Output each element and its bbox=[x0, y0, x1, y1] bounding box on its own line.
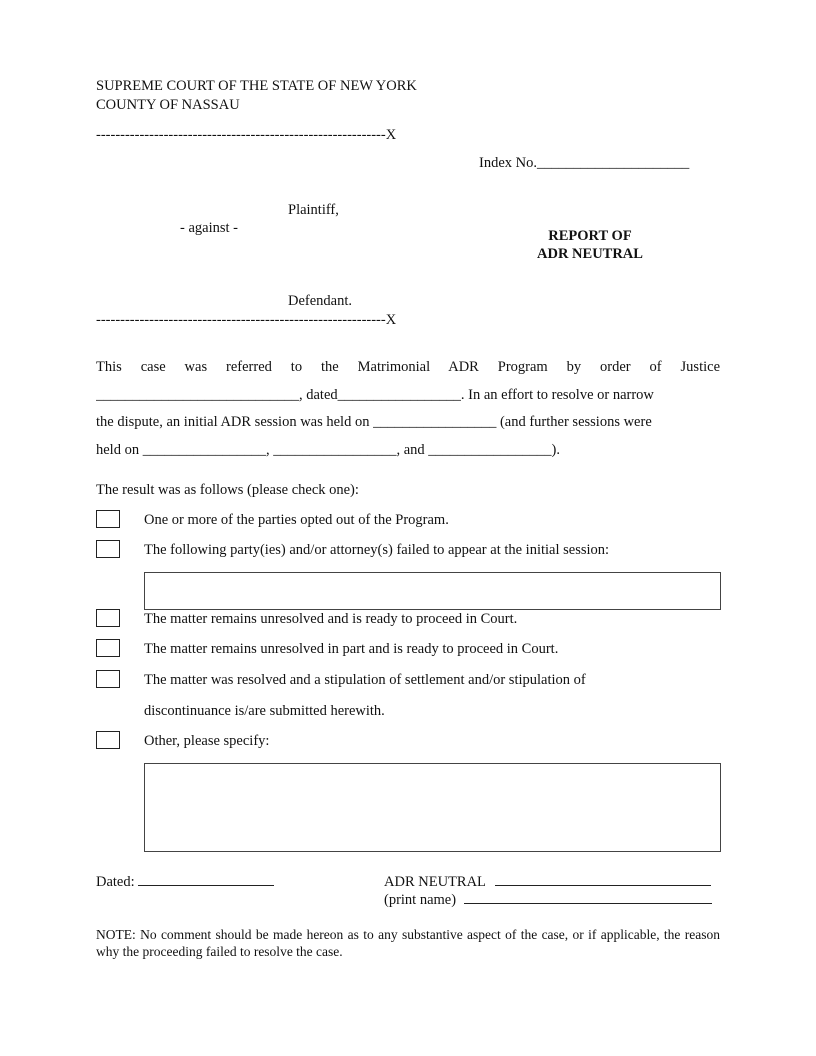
resolved-label-line1: The matter was resolved and a stipulation of settlement and/or stipulation of bbox=[144, 672, 586, 688]
court-name: SUPREME COURT OF THE STATE OF NEW YORK bbox=[96, 78, 417, 94]
resolved-label-line2: discontinuance is/are submitted herewith. bbox=[144, 703, 385, 719]
intro-line: This case was referred to the Matrimonial ADR Program by order of Justice bbox=[96, 359, 720, 375]
defendant-label: Defendant. bbox=[288, 293, 353, 309]
index-number-blank: _____________________ bbox=[537, 155, 690, 171]
print-name-blank[interactable] bbox=[464, 890, 712, 904]
unresolved-in-part-label: The matter remains unresolved in part and is ready to proceed in Court. bbox=[144, 641, 559, 657]
failed-to-appear-label: The following party(ies) and/or attorney(s) failed to appear at the initial session: bbox=[144, 542, 610, 558]
caption-divider-top: ------------------------------------------------------------X bbox=[96, 127, 397, 143]
failed-to-appear-textbox[interactable] bbox=[144, 572, 721, 610]
intro-paragraph bbox=[96, 354, 720, 464]
intro-line[interactable]: held on _________________, _________________, and _________________). bbox=[96, 441, 560, 458]
index-number-label: Index No. bbox=[479, 155, 537, 171]
report-title-line2: ADR NEUTRAL bbox=[537, 246, 643, 262]
other-specify-textbox[interactable] bbox=[144, 763, 721, 852]
opted-out-checkbox[interactable] bbox=[96, 510, 120, 528]
print-name-label: (print name) bbox=[384, 892, 457, 908]
report-title-line1: REPORT OF bbox=[548, 228, 632, 244]
intro-line[interactable]: the dispute, an initial ADR session was held on _________________ (and further sessions were bbox=[96, 414, 652, 430]
adr-neutral-label: ADR NEUTRAL bbox=[384, 874, 486, 890]
intro-line[interactable]: ____________________________, dated_________________. In an effort to resolve or narrow bbox=[96, 386, 654, 403]
unresolved-checkbox[interactable] bbox=[96, 609, 120, 627]
adr-neutral-signature-blank[interactable] bbox=[495, 872, 711, 886]
failed-to-appear-checkbox[interactable] bbox=[96, 540, 120, 558]
against-label: - against - bbox=[180, 220, 238, 236]
caption-divider-bottom: ------------------------------------------------------------X bbox=[96, 312, 397, 328]
dated-blank[interactable] bbox=[138, 872, 274, 886]
plaintiff-label: Plaintiff, bbox=[288, 202, 339, 218]
unresolved-label: The matter remains unresolved and is ready to proceed in Court. bbox=[144, 611, 518, 627]
county-name: COUNTY OF NASSAU bbox=[96, 97, 240, 113]
dated-label: Dated: bbox=[96, 874, 135, 890]
print-name-field bbox=[384, 890, 712, 909]
result-heading: The result was as follows (please check one): bbox=[96, 482, 359, 498]
resolved-checkbox[interactable] bbox=[96, 670, 120, 688]
unresolved-in-part-checkbox[interactable] bbox=[96, 639, 120, 657]
opted-out-label: One or more of the parties opted out of the Program. bbox=[144, 512, 449, 528]
index-number-field[interactable] bbox=[479, 155, 689, 172]
adr-neutral-field bbox=[384, 872, 711, 891]
other-label: Other, please specify: bbox=[144, 733, 270, 749]
note-text: NOTE: No comment should be made hereon as to any substantive aspect of the case, or if applicable, the reason why the proceeding failed to resolve the case. bbox=[96, 927, 720, 959]
other-checkbox[interactable] bbox=[96, 731, 120, 749]
dated-field bbox=[96, 872, 274, 891]
